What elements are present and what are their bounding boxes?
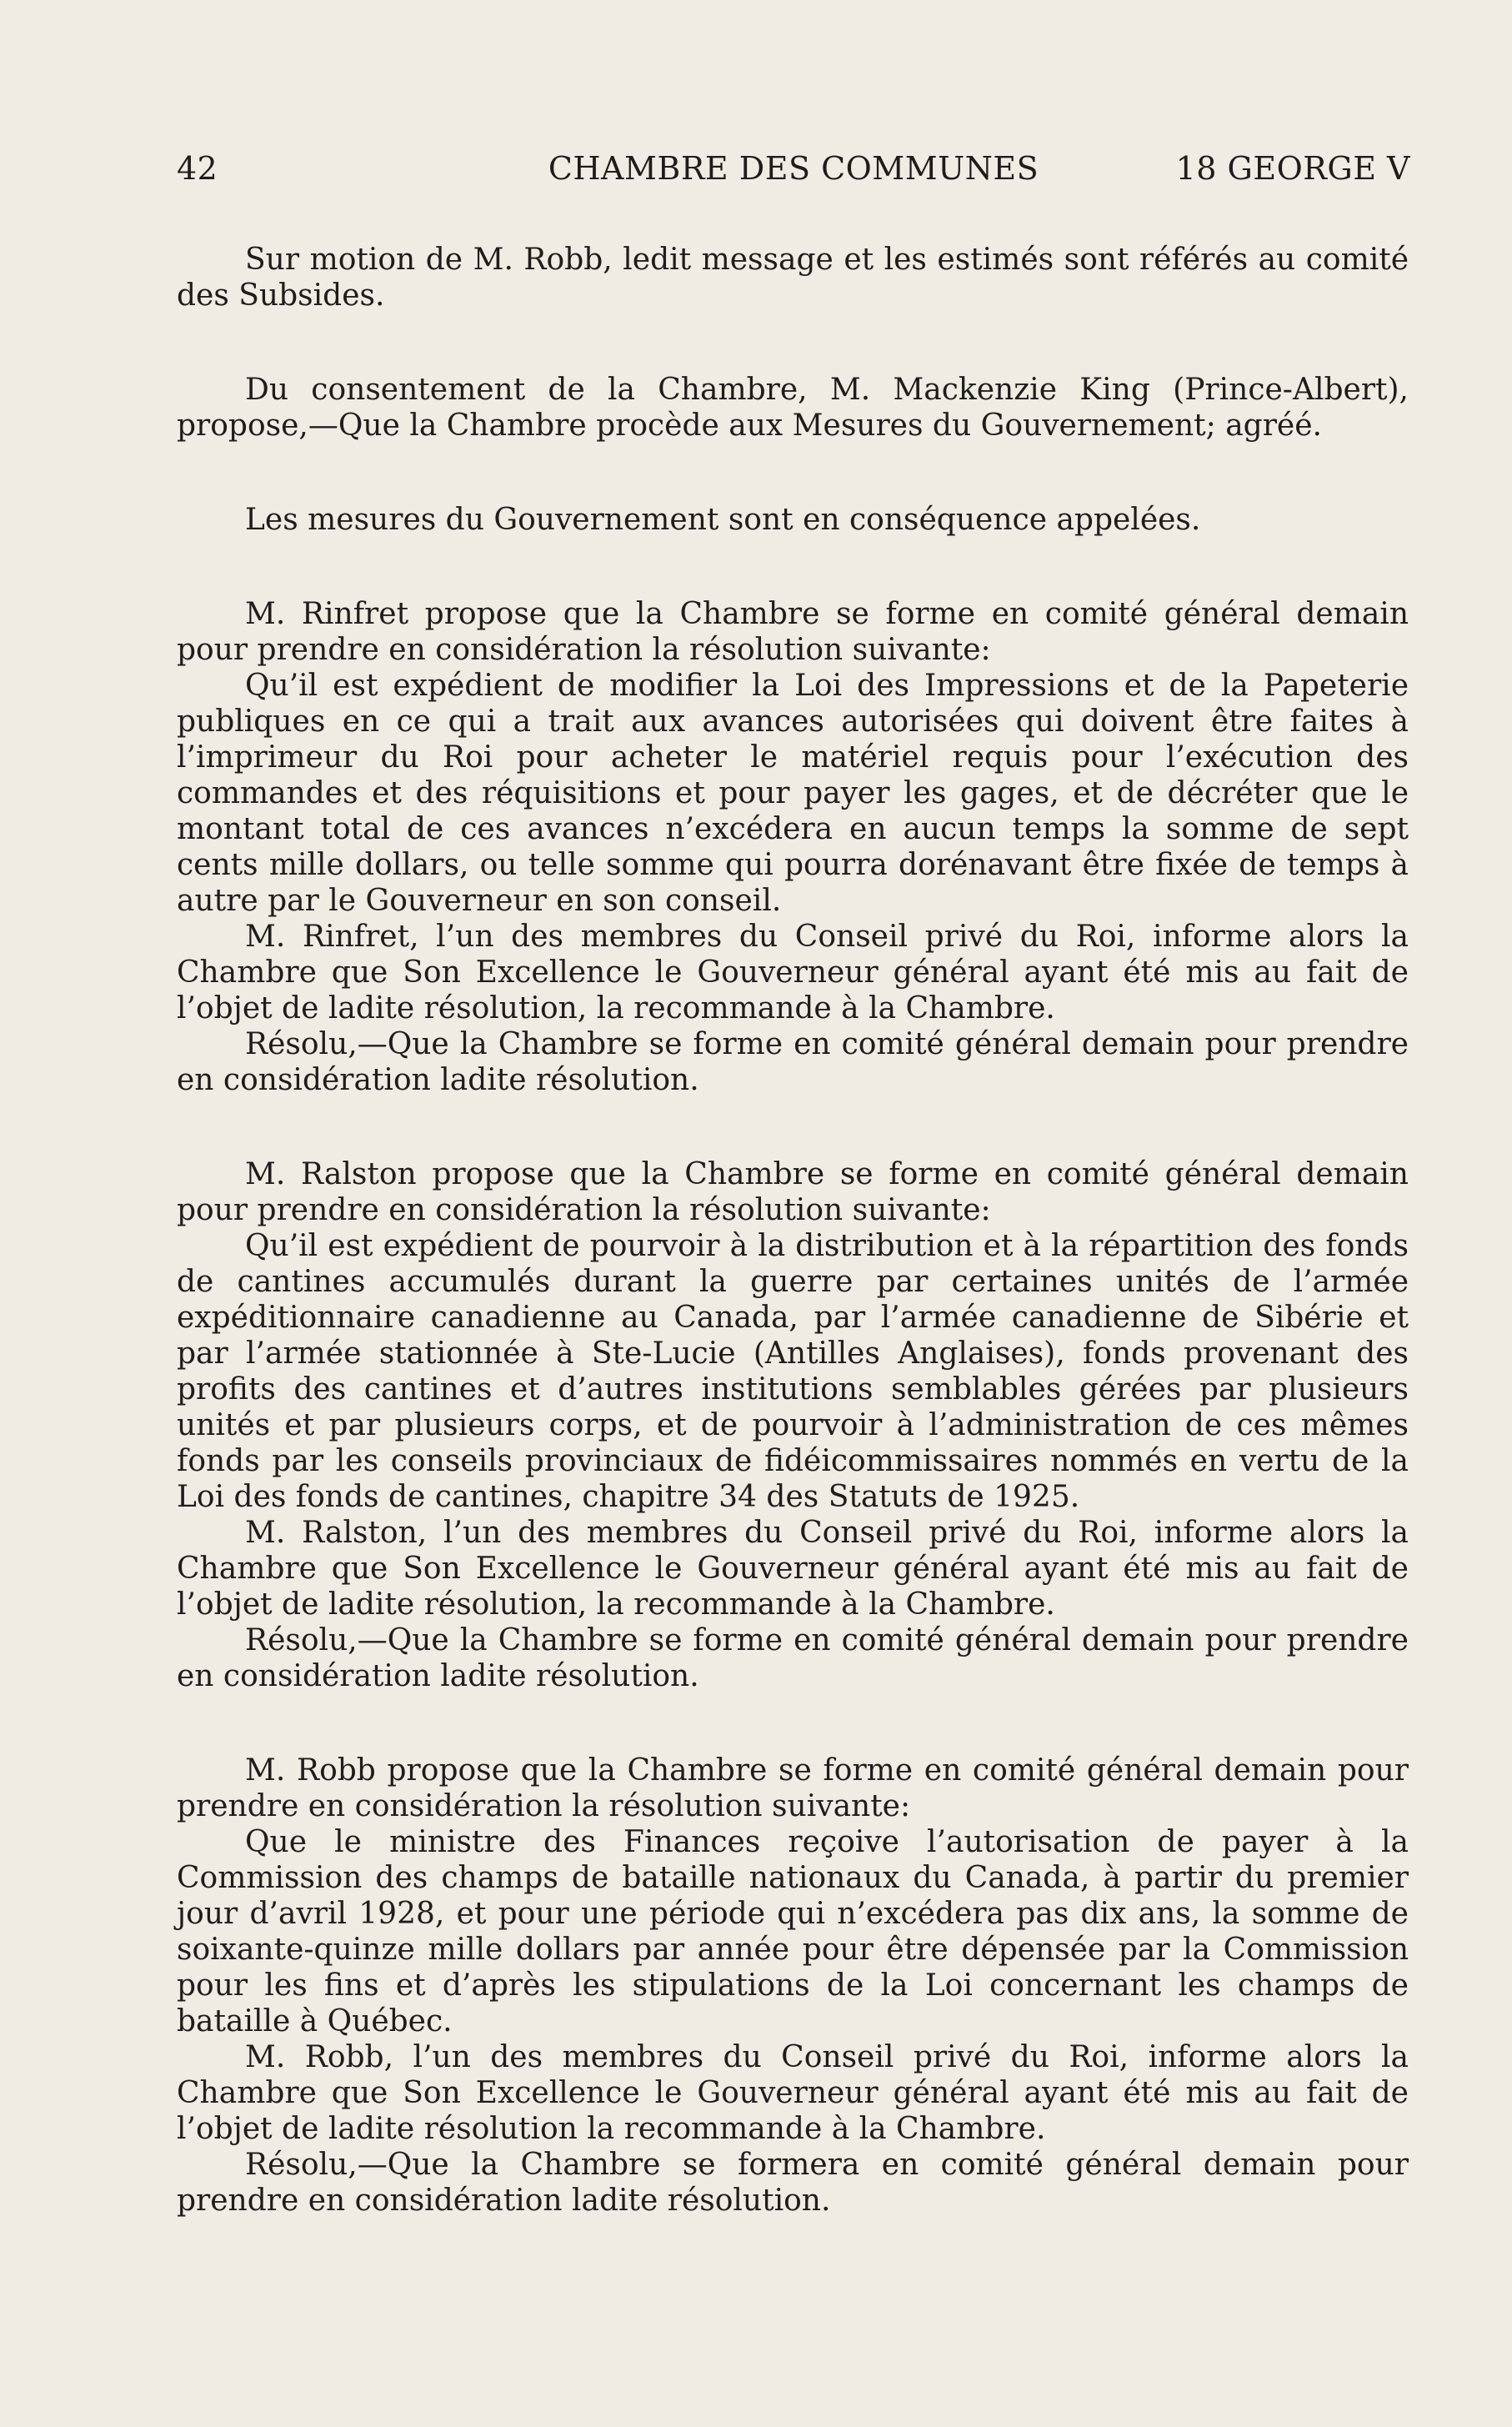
header-title: CHAMBRE DES COMMUNES: [548, 150, 1039, 187]
paragraph-rinfret-motion: M. Rinfret propose que la Chambre se forme en comité général demain pour prendre en considération la résolution suivante:: [177, 597, 1409, 667]
header-reign: 18 GEORGE V: [1175, 150, 1410, 187]
journal-body: [177, 242, 1409, 2219]
paragraph-rinfret-resolution: Qu’il est expédient de modifier la Loi des Impressions et de la Papeterie publiques en ce qui a trait aux avances autorisées qui doivent être faites à l’imprimeur du Roi pour acheter le matériel requis pour l’exécution des commandes et des réquisitions et pour payer les gages, et de décréter que le montant total de ces avances n’excédera en aucun temps la somme de sept cents mille dollars, ou telle somme qui pourra dorénavant être fixée de temps à autre par le Gouverneur en son conseil.: [177, 669, 1409, 918]
paragraph-government-orders-called: Les mesures du Gouvernement sont en conséquence appelées.: [245, 503, 1201, 537]
paragraph-rinfret-resolved: Résolu,—Que la Chambre se forme en comité général demain pour prendre en considération ladite résolution.: [177, 1027, 1409, 1097]
paragraph-ralston-resolved: Résolu,—Que la Chambre se forme en comité général demain pour prendre en considération ladite résolution.: [177, 1623, 1409, 1693]
paragraph-ralston-resolution: Qu’il est expédient de pourvoir à la distribution et à la répartition des fonds de cantines accumulés durant la guerre par certaines unités de l’armée expéditionnaire canadienne au Canada, par l’armée canadienne de Sibérie et par l’armée stationnée à Ste-Lucie (Antilles Anglaises), fonds provenant des profits des cantines et d’autres institutions semblables gérées par plusieurs unités et par plusieurs corps, et de pourvoir à l’administration de ces mêmes fonds par les conseils provinciaux de fidéicommissaires nommés en vertu de la Loi des fonds de cantines, chapitre 34 des Statuts de 1925.: [177, 1229, 1409, 1514]
paragraph-robb-recommendation: M. Robb, l’un des membres du Conseil privé du Roi, informe alors la Chambre que Son Excellence le Gouverneur général ayant été mis au fait de l’objet de ladite résolution la recommande à la Chambre.: [177, 2040, 1409, 2146]
paragraph-ralston-motion: M. Ralston propose que la Chambre se forme en comité général demain pour prendre en considération la résolution suivante:: [177, 1157, 1409, 1227]
paragraph-government-orders-motion: Du consentement de la Chambre, M. Mackenzie King (Prince-Albert), propose,—Que la Chambre procède aux Mesures du Gouvernement; agréé.: [177, 373, 1409, 443]
page-number: 42: [177, 150, 218, 187]
paragraph-robb-resolved: Résolu,—Que la Chambre se formera en comité général demain pour prendre en considération ladite résolution.: [177, 2148, 1409, 2218]
paragraph-rinfret-recommendation: M. Rinfret, l’un des membres du Conseil privé du Roi, informe alors la Chambre que Son Excellence le Gouverneur général ayant été mis au fait de l’objet de ladite résolution, la recommande à la Chambre.: [177, 920, 1409, 1025]
paragraph-robb-resolution: Que le ministre des Finances reçoive l’autorisation de payer à la Commission des champs de bataille nationaux du Canada, à partir du premier jour d’avril 1928, et pour une période qui n’excédera pas dix ans, la somme de soixante-quinze mille dollars par année pour être dépensée par la Commission pour les fins et d’après les stipulations de la Loi concernant les champs de bataille à Québec.: [177, 1825, 1409, 2038]
paragraph-robb-motion: M. Robb propose que la Chambre se forme en comité général demain pour prendre en considération la résolution suivante:: [177, 1753, 1409, 1823]
paragraph-subsidies-motion: Sur motion de M. Robb, ledit message et les estimés sont référés au comité des Subsides.: [177, 243, 1409, 313]
paragraph-ralston-recommendation: M. Ralston, l’un des membres du Conseil privé du Roi, informe alors la Chambre que Son Excellence le Gouverneur général ayant été mis au fait de l’objet de ladite résolution, la recommande à la Chambre.: [177, 1516, 1409, 1622]
running-header: [177, 150, 1410, 200]
